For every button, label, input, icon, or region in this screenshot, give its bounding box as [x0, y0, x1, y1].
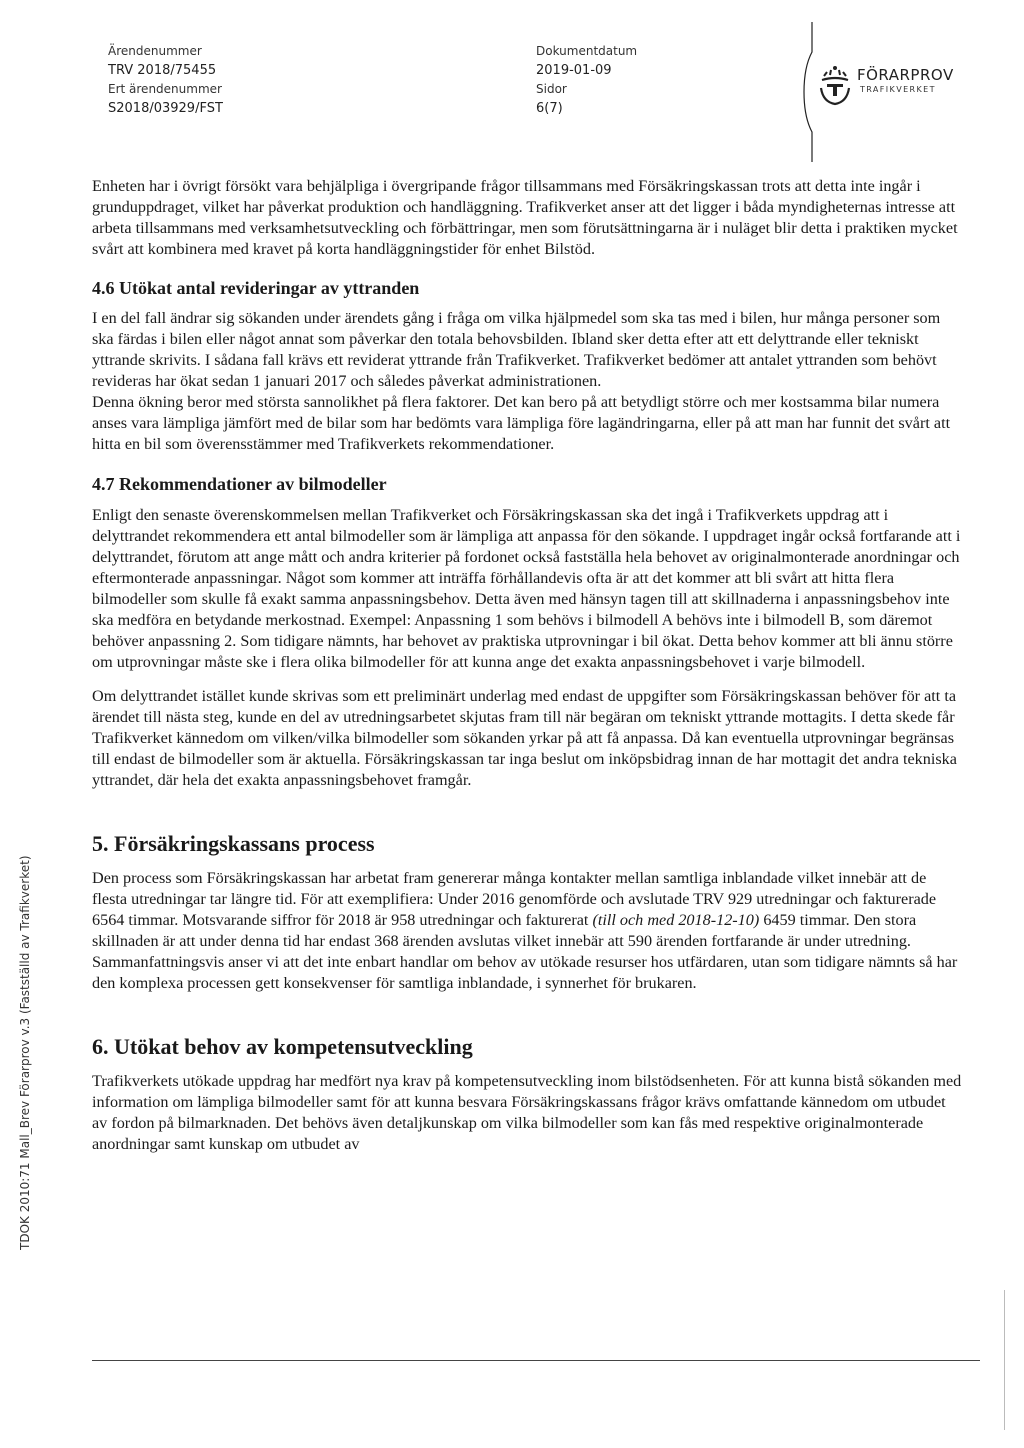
paragraph-process — [92, 868, 964, 994]
heading-title: Försäkringskassans process — [114, 831, 375, 856]
header-left — [108, 42, 223, 118]
pages-label: Sidor — [536, 82, 567, 96]
external-case-label: Ert ärendenummer — [108, 82, 222, 96]
pages-value: 6(7) — [536, 101, 563, 116]
document-date-label: Dokumentdatum — [536, 44, 638, 58]
paragraph-intro: Enheten har i övrigt försökt vara behjälpliga i övergripande frågor tillsammans med Försäkringskassan trots att detta inte ingår i grunduppdraget, vilket har påverkat produktion och handläggning. Trafikverket anser att det ligger i båda myndigheternas intresse att arbeta tillsammans med verksamhetsutveckling och förbättringar, men som förutsättningarna är i nuläget blir detta i praktiken mycket svårt att kombinera med kravet på korta handläggningstider för enhet Bilstöd. — [92, 177, 958, 258]
heading-4-7 — [92, 473, 964, 495]
logo-name: FÖRARPROV — [857, 66, 954, 84]
scan-edge-line — [1004, 1290, 1005, 1430]
heading-number: 4.7 — [92, 474, 115, 494]
paragraph-revisions: I en del fall ändrar sig sökanden under ärendets gång i fråga om vilka hjälpmedel som ska tas med i bilen, hur många personer som ska färdas i bilen eller något annat som påverkar den totala behovsbilden. Ibland sker detta efter att ett delyttrande eller tekniskt yttrande skrivits. I sådana fall krävs ett reviderat yttrande från Trafikverket. Trafikverket bedömer att antalet yttranden som behövt revideras har ökat sedan 1 januari 2017 och således påverkat administrationen. — [92, 309, 941, 390]
heading-number: 4.6 — [92, 278, 115, 298]
process-text-a: Den process som Försäkringskassan har arbetat fram genererar många kontakter mellan samtliga inblandade vilket innebär att de flesta utredningar tar längre tid. För att exemplifiera: Under 2016 genomförde och avslutade TRV 929 utredningar och fakturerade 6564 timmar. Motsvarande siffror för 2018 är 958 utredningar och fakturerat — [92, 869, 937, 929]
process-text-b: 6459 timmar. Den stora skillnaden är att under denna tid har endast 368 ärenden avslutas vilket innebär att 590 ärenden fortfarande är under utredning. Sammanfattningsvis anser vi att det inte enbart handlar om behov av utökade resurser hos utfärdaren, utan som tidigare nämnts så har den komplexa processen gett konsekvenser för samtliga inblandade, i synnerhet för brukaren. — [92, 911, 958, 992]
case-number-value: TRV 2018/75455 — [108, 63, 217, 78]
heading-title: Utökat behov av kompetensutveckling — [114, 1034, 473, 1059]
paragraph-competence: Trafikverkets utökade uppdrag har medfört nya krav på kompetensutveckling inom bilstödsenheten. För att kunna bistå sökanden med information om lämpliga bilmodeller samt för att kunna besvara Försäkringskassans frågor krävs omfattande kännedom om utbudet av fordon på bilmarknaden. Det behövs även detaljkunskap om vilka bilmodeller som kan fås med respektive originalmonterade anordningar samt kunskap om utbudet av — [92, 1072, 962, 1153]
heading-title: Utökat antal revideringar av yttranden — [119, 278, 420, 298]
document-date-value: 2019-01-09 — [536, 63, 612, 78]
heading-title: Rekommendationer av bilmodeller — [119, 474, 387, 494]
header-middle — [536, 42, 637, 118]
template-side-text: TDOK 2010:71 Mall_Brev Förarprov v.3 (Fastställd av Trafikverket) — [18, 855, 32, 1250]
logo-subtitle: TRAFIKVERKET — [860, 85, 936, 94]
external-case-value: S2018/03929/FST — [108, 101, 223, 116]
logo-bracket — [802, 22, 814, 162]
heading-number: 6. — [92, 1034, 109, 1059]
document-body — [92, 176, 964, 1155]
paragraph-agreement: Enligt den senaste överenskommelsen mellan Trafikverket och Försäkringskassan ska det ingå i Trafikverkets uppdrag att i delyttrandet rekommendera ett antal bilmodeller som är lämpliga att anpassa för den sökande. I uppdraget ingår också fortfarande att i delyttrandet, förutom att ange mått och andra kriterier på fordonet också fastställa hela behovet av originalmonterade anordningar och eftermonterade anpassningar. Något som kommer att inträffa förhållandevis ofta är att det kommer att bli svårt att hitta flera bilmodeller som skulle få exakt samma anpassningsbehov. Detta även med hänsyn tagen till att skillnaderna i anpassningsbehov inte ska medföra en betydande merkostnad. Exempel: Anpassning 1 som behövs i bilmodell A behövs inte i bilmodell B, som däremot behöver anpassning 2. Som tidigare nämnts, har behovet av praktiska utprovningar i bil ökat. Detta behov kommer att bli ännu större om utprovningar måste ske i flera olika bilmodeller för att kunna ange det exakta anpassningsbehovet i varje bilmodell. — [92, 506, 961, 671]
footer-divider — [92, 1360, 980, 1361]
case-number-label: Ärendenummer — [108, 44, 202, 58]
heading-6 — [92, 1034, 964, 1060]
process-text-italic: (till och med 2018-12-10) — [592, 911, 760, 929]
paragraph-preliminary: Om delyttrandet istället kunde skrivas som ett preliminärt underlag med endast de uppgifter som Försäkringskassan behöver för att ta ärendet till nästa steg, kunde en del av utredningsarbetet skjutas fram till när begäran om tekniskt yttrande mottagits. I detta skede får Trafikverket kännedom om vilken/vilka bilmodeller som sökanden yrkar på att få anpassa. Då kan eventuella utprovningar begränsas till endast de bilmodeller som är aktuella. Försäkringskassan tar inga beslut om inköpsbidrag innan de har mottagit det andra tekniska yttrandet, där hela det exakta anpassningsbehovet framgår. — [92, 687, 957, 789]
heading-number: 5. — [92, 831, 109, 856]
heading-4-6 — [92, 277, 964, 299]
crown-logo-icon — [815, 62, 855, 108]
heading-5 — [92, 831, 964, 857]
paragraph-increase: Denna ökning beror med största sannolikhet på flera faktorer. Det kan bero på att betydligt större och mer kostsamma bilar numera anses vara lämpliga jämfört med de bilar som har bedömts vara lämpliga före lagändringarna, eller på att man har funnit det svårt att hitta en bil som överensstämmer med Trafikverkets rekommendationer. — [92, 393, 951, 453]
